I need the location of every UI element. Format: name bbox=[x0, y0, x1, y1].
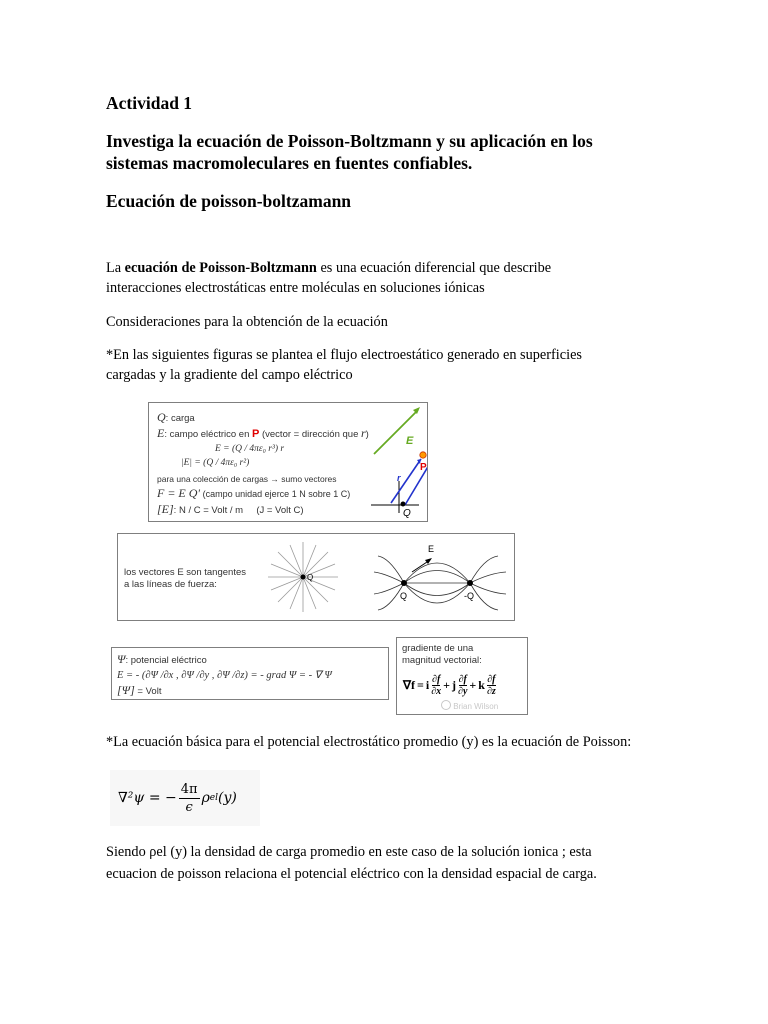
watermark-icon bbox=[441, 700, 451, 710]
fig2-dipole-e: E bbox=[428, 544, 435, 554]
main-heading-line2: sistemas macromoleculares en fuentes confiables. bbox=[106, 153, 473, 173]
fig3-units: = Volt bbox=[137, 686, 162, 697]
fig4-dz: ∂z bbox=[486, 686, 496, 697]
main-heading-line1: Investiga la ecuación de Poisson-Boltzmann y su aplicación en los bbox=[106, 131, 593, 151]
fig2-dipole-field bbox=[370, 538, 510, 616]
fig4-watermark bbox=[441, 700, 498, 711]
fig4-text bbox=[402, 643, 482, 667]
poisson-equation bbox=[110, 770, 260, 826]
fig1-q-sym: Q bbox=[157, 410, 166, 424]
fig4-plus-2: + bbox=[469, 678, 477, 692]
fig4-df-y: ∂f bbox=[458, 674, 467, 685]
fig1-text bbox=[157, 410, 369, 518]
fig1-diag-e: E bbox=[406, 435, 414, 447]
poisson-intro: *La ecuación básica para el potencial electrostático promedio (y) es la ecuación de Poisson: bbox=[106, 734, 632, 750]
fig4-df-z: ∂f bbox=[487, 674, 496, 685]
fig3-psi-sym: Ψ bbox=[117, 652, 126, 666]
poisson-fraction bbox=[179, 781, 200, 816]
fig2-q-center: Q bbox=[307, 573, 314, 582]
fig1-e-label-post: (vector = dirección que bbox=[259, 429, 361, 440]
fig2-center-charge bbox=[301, 575, 306, 580]
fig1-r-sym: r bbox=[361, 426, 366, 440]
fig4-watermark-text: Brian Wilson bbox=[453, 702, 499, 711]
fig3-psi-label: : potencial eléctrico bbox=[125, 655, 207, 666]
fig3-units-sym: [Ψ] bbox=[117, 683, 135, 697]
fig1-e-arrow-overlay bbox=[428, 402, 429, 403]
figures-note-line2: cargadas y la gradiente del campo eléctrico bbox=[106, 366, 353, 383]
fig1-units-sym: [E] bbox=[157, 502, 174, 516]
fig1-diag-q: Q bbox=[403, 508, 411, 519]
fig4-df-x: ∂f bbox=[432, 674, 441, 685]
fig1-units: : N / C = Volt / m bbox=[173, 505, 244, 516]
fig1-diag-r: r bbox=[397, 473, 401, 483]
fig2-dipole-lines bbox=[374, 556, 506, 610]
considerations-text: Consideraciones para la obtención de la ecuación bbox=[106, 314, 388, 330]
fig1-force-eq: F = E Q' bbox=[157, 486, 200, 500]
figure-field-lines bbox=[117, 533, 515, 621]
fig4-line2: magnitud vectorial: bbox=[402, 655, 482, 666]
fig2-dipole-neg: -Q bbox=[464, 591, 474, 601]
fig4-equation bbox=[403, 674, 496, 697]
poisson-den: ϵ bbox=[185, 799, 193, 815]
fig2-radial-field bbox=[264, 538, 342, 616]
poisson-rhs-sub: el bbox=[209, 793, 219, 803]
fig1-eq1: E = (Q / 4πε₀ r³) r bbox=[215, 444, 285, 454]
fig1-r-close: ) bbox=[365, 429, 369, 440]
poisson-num: 4π bbox=[180, 781, 198, 797]
fig2-line1: los vectores E son tangentes bbox=[124, 567, 246, 578]
fig2-line2: a las líneas de fuerza: bbox=[124, 579, 217, 590]
fig4-frac-y bbox=[458, 674, 467, 697]
closing-paragraph bbox=[106, 841, 746, 885]
fig4-frac-x bbox=[431, 674, 441, 697]
fig1-e-arrow bbox=[362, 402, 426, 520]
figure-gradient bbox=[396, 637, 528, 715]
fig1-collection: para una colección de cargas → sumo vectores bbox=[157, 474, 337, 484]
fig1-e-sym: E bbox=[157, 426, 165, 440]
fig4-frac-z bbox=[487, 674, 496, 697]
fig2-positive-charge bbox=[401, 580, 407, 586]
intro-line2: interacciones electrostáticas entre moléculas en soluciones iónicas bbox=[106, 279, 485, 296]
fig4-eq-eq: = bbox=[417, 678, 424, 692]
fig4-plus-1: + bbox=[443, 678, 451, 692]
intro-prefix: La bbox=[106, 260, 125, 276]
fig1-force-note: (campo unidad ejerce 1 N sobre 1 C) bbox=[202, 489, 351, 499]
poisson-rhs: ρ bbox=[201, 790, 210, 806]
fig3-e-eq: E = - (∂Ψ /∂x , ∂Ψ /∂y , ∂Ψ /∂z) = - grad Ψ = - ∇ Ψ bbox=[117, 670, 332, 681]
fig2-dipole-pos: Q bbox=[400, 591, 408, 601]
fig1-e-label: : campo eléctrico en bbox=[164, 429, 252, 440]
fig4-dx: ∂x bbox=[431, 686, 442, 697]
figures-note-line1: *En las siguientes figuras se plantea el flujo electroestático generado en superficies bbox=[106, 347, 582, 363]
fig1-e-line bbox=[374, 410, 418, 454]
fig4-dy: ∂y bbox=[458, 686, 468, 697]
fig4-line1: gradiente de una bbox=[402, 643, 474, 654]
fig4-eq-lhs: ∇f bbox=[403, 678, 416, 692]
fig2-negative-charge bbox=[467, 580, 473, 586]
fig1-q-label: : carga bbox=[165, 413, 195, 424]
closing-line2: ecuacion de poisson relaciona el potencial eléctrico con la densidad espacial de carga. bbox=[106, 866, 597, 882]
fig4-k: k bbox=[478, 678, 485, 692]
intro-bold: ecuación de Poisson-Boltzmann bbox=[124, 260, 317, 276]
intro-paragraph bbox=[106, 259, 706, 298]
fig4-j: j bbox=[452, 678, 457, 692]
fig4-i: i bbox=[425, 678, 430, 692]
fig2-text bbox=[124, 567, 246, 591]
figure-potential bbox=[111, 647, 389, 700]
activity-title: Actividad 1 bbox=[106, 93, 193, 113]
fig1-p-label: P bbox=[252, 428, 260, 440]
poisson-rhs-arg: (y) bbox=[218, 790, 237, 806]
fig1-eq2: |E| = (Q / 4πε₀ r²) bbox=[181, 458, 250, 468]
figures-note bbox=[106, 346, 726, 385]
fig1-diag-p: P bbox=[420, 462, 427, 473]
main-heading bbox=[106, 130, 593, 174]
fig1-joule: (J = Volt C) bbox=[256, 505, 304, 516]
intro-suffix: es una ecuación diferencial que describe bbox=[316, 260, 552, 276]
section-heading: Ecuación de poisson-boltzamann bbox=[106, 191, 352, 211]
poisson-lhs: ∇²ψ = − bbox=[118, 790, 177, 806]
fig3-text bbox=[117, 652, 332, 699]
closing-line1: Siendo ρel (y) la densidad de carga promedio en este caso de la solución ionica ; esta bbox=[106, 844, 592, 860]
